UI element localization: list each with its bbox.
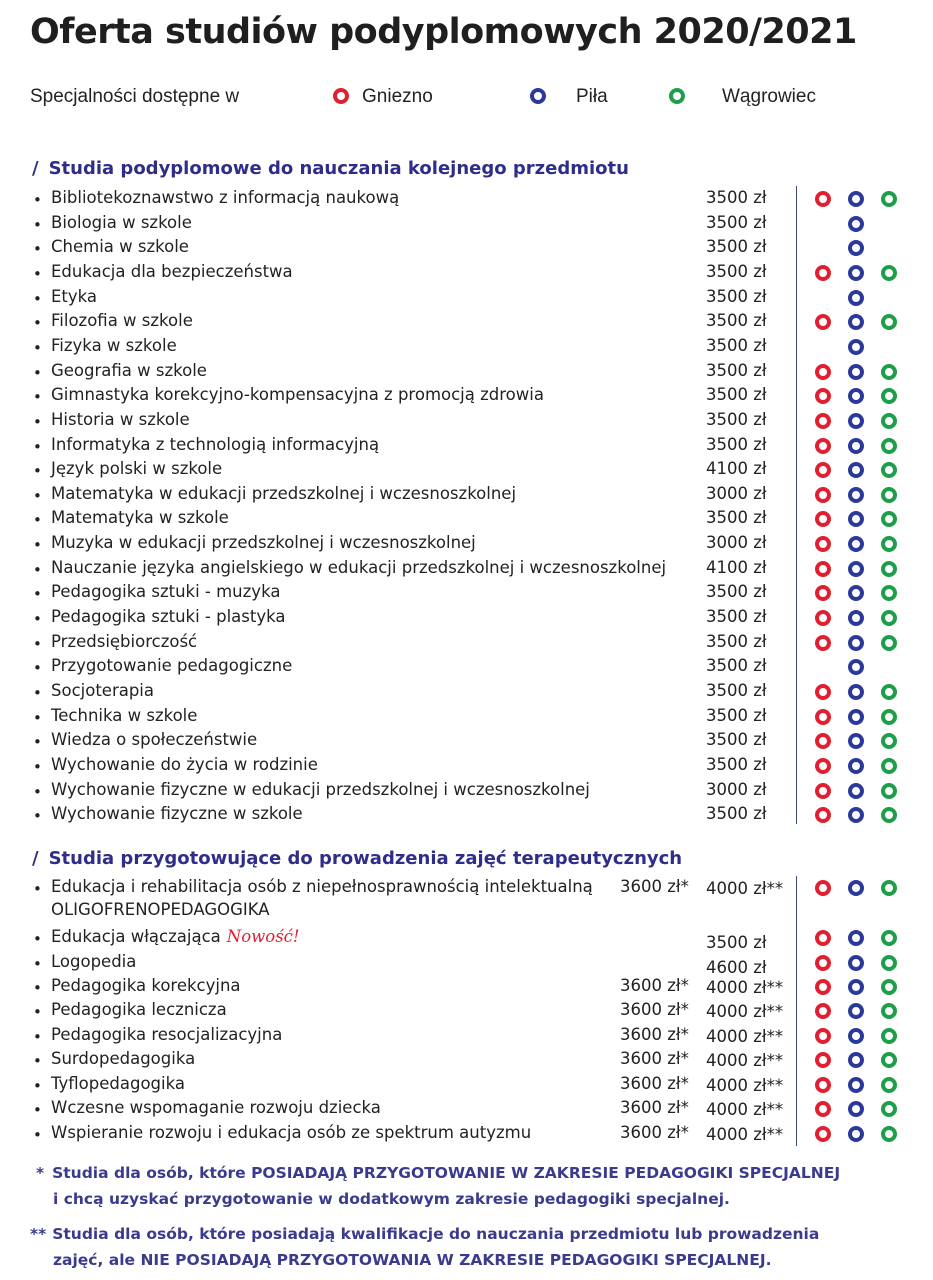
list-item <box>0 632 933 656</box>
bullet-icon: • <box>33 289 42 308</box>
course-price: 3500 zł <box>706 311 767 331</box>
bullet-icon: • <box>33 215 42 234</box>
course-name: Biologia w szkole <box>51 212 192 232</box>
pila-availability-icon <box>848 1126 864 1142</box>
gniezno-availability-icon <box>815 511 831 527</box>
new-badge: Nowość! <box>226 927 300 946</box>
gniezno-availability-icon <box>815 438 831 454</box>
course-price-without-qualification: 3500 zł <box>706 933 767 952</box>
course-price-without-qualification: 4600 zł <box>706 958 767 977</box>
legend-city-gniezno: Gniezno <box>362 86 433 107</box>
bullet-icon: • <box>33 708 42 727</box>
pila-availability-icon <box>848 438 864 454</box>
wagrowiec-availability-icon <box>881 1077 897 1093</box>
course-name: Etyka <box>51 286 98 306</box>
course-price: 3500 zł <box>706 681 767 700</box>
list-item <box>0 607 933 631</box>
wagrowiec-availability-icon <box>881 758 897 774</box>
gniezno-availability-icon <box>815 561 831 577</box>
list-item <box>0 877 933 919</box>
bullet-icon: • <box>33 338 42 357</box>
course-name: Przedsiębiorczość <box>51 631 198 651</box>
list-item <box>0 1074 933 1098</box>
pila-availability-icon <box>848 290 864 306</box>
bullet-icon: • <box>33 1003 42 1021</box>
wagrowiec-availability-icon <box>881 783 897 799</box>
course-price: 3000 zł <box>706 533 767 553</box>
section-title-subjects: / Studia podyplomowe do nauczania kolejnego przedmiotu <box>32 158 629 179</box>
pila-availability-icon <box>848 610 864 626</box>
legend-city-wagrowiec: Wągrowiec <box>722 86 816 107</box>
course-price: 4100 zł <box>706 459 767 479</box>
gniezno-marker-icon <box>333 88 349 108</box>
course-price-with-qualification: 3600 zł* <box>620 976 689 995</box>
bullet-icon: • <box>33 955 42 973</box>
list-item <box>0 681 933 705</box>
gniezno-availability-icon <box>815 1003 831 1019</box>
course-name <box>51 1123 531 1142</box>
footnote-line: i chcą uzyskać przygotowanie w dodatkowym zakresie pedagogiki specjalnej. <box>53 1190 730 1208</box>
pila-availability-icon <box>848 659 864 675</box>
pila-availability-icon <box>848 635 864 651</box>
gniezno-availability-icon <box>815 413 831 429</box>
pila-availability-icon <box>848 1052 864 1068</box>
pila-availability-icon <box>848 783 864 799</box>
footnote-double-star <box>30 1221 819 1273</box>
course-name <box>51 1000 227 1019</box>
list-item <box>0 459 933 483</box>
course-name: Chemia w szkole <box>51 237 189 257</box>
bullet-icon: • <box>33 240 42 259</box>
wagrowiec-marker-icon <box>669 88 685 108</box>
list-item <box>0 336 933 360</box>
section-title-therapeutic: / Studia przygotowujące do prowadzenia zajęć terapeutycznych <box>32 848 683 869</box>
pila-availability-icon <box>848 265 864 281</box>
course-name: Bibliotekoznawstwo z informacją naukową <box>51 188 400 207</box>
gniezno-availability-icon <box>815 979 831 995</box>
list-item <box>0 558 933 582</box>
gniezno-availability-icon <box>815 364 831 380</box>
wagrowiec-availability-icon <box>881 1003 897 1019</box>
wagrowiec-availability-icon <box>881 561 897 577</box>
course-name: Historia w szkole <box>51 409 190 429</box>
bullet-icon: • <box>33 1052 42 1070</box>
course-price-with-qualification: 3600 zł* <box>620 1025 689 1044</box>
list-item <box>0 976 933 1000</box>
course-name-text: Wczesne wspomaganie rozwoju dziecka <box>51 1098 381 1117</box>
course-name: Gimnastyka korekcyjno-kompensacyjna z promocją zdrowia <box>51 385 544 405</box>
bullet-icon: • <box>33 610 42 629</box>
course-name: Geografia w szkole <box>51 360 207 380</box>
wagrowiec-availability-icon <box>881 511 897 527</box>
list-item <box>0 287 933 311</box>
course-price: 3500 zł <box>706 286 767 306</box>
course-price-without-qualification: 4000 zł** <box>706 1100 784 1119</box>
pila-availability-icon <box>848 930 864 946</box>
wagrowiec-availability-icon <box>881 880 897 896</box>
course-price: 3500 zł <box>706 656 767 676</box>
pila-availability-icon <box>848 364 864 380</box>
course-price-without-qualification: 4000 zł** <box>706 1002 784 1021</box>
bullet-icon: • <box>33 585 42 604</box>
pila-availability-icon <box>848 1028 864 1044</box>
gniezno-availability-icon <box>815 930 831 946</box>
pila-availability-icon <box>848 1077 864 1093</box>
course-price-without-qualification: 4000 zł** <box>706 879 784 898</box>
list-item <box>0 237 933 261</box>
wagrowiec-availability-icon <box>881 585 897 601</box>
pila-availability-icon <box>848 339 864 355</box>
list-item <box>0 780 933 804</box>
pila-availability-icon <box>848 1101 864 1117</box>
wagrowiec-availability-icon <box>881 413 897 429</box>
course-name: Matematyka w szkole <box>51 508 229 528</box>
course-name-text: Pedagogika lecznicza <box>51 1000 227 1019</box>
course-price: 3500 zł <box>706 335 767 355</box>
pila-availability-icon <box>848 807 864 823</box>
list-item <box>0 804 933 828</box>
course-name-text: Logopedia <box>51 952 137 971</box>
gniezno-availability-icon <box>815 880 831 896</box>
bullet-icon: • <box>33 880 42 898</box>
course-name: Przygotowanie pedagogiczne <box>51 656 293 676</box>
gniezno-availability-icon <box>815 807 831 823</box>
course-name: Matematyka w edukacji przedszkolnej i wczesnoszkolnej <box>51 483 517 503</box>
pila-availability-icon <box>848 758 864 774</box>
pila-availability-icon <box>848 979 864 995</box>
course-price: 3500 zł <box>706 582 767 602</box>
gniezno-availability-icon <box>815 758 831 774</box>
course-price-with-qualification: 3600 zł* <box>620 877 689 896</box>
gniezno-availability-icon <box>815 191 831 207</box>
course-price-without-qualification: 4000 zł** <box>706 1051 784 1070</box>
pila-availability-icon <box>848 880 864 896</box>
bullet-icon: • <box>33 1126 42 1144</box>
course-price-with-qualification: 3600 zł* <box>620 1000 689 1019</box>
wagrowiec-availability-icon <box>881 364 897 380</box>
bullet-icon: • <box>33 314 42 333</box>
course-price-without-qualification: 4000 zł** <box>706 1125 784 1144</box>
list-item <box>0 706 933 730</box>
pila-availability-icon <box>848 1003 864 1019</box>
course-name <box>51 976 241 995</box>
list-item <box>0 730 933 754</box>
course-name: Pedagogika sztuki - plastyka <box>51 607 286 627</box>
pila-availability-icon <box>848 240 864 256</box>
wagrowiec-availability-icon <box>881 635 897 651</box>
course-name: Filozofia w szkole <box>51 311 193 331</box>
bullet-icon: • <box>33 930 42 948</box>
bullet-icon: • <box>33 1028 42 1046</box>
course-price-without-qualification: 4000 zł** <box>706 1027 784 1046</box>
bullet-icon: • <box>33 437 42 456</box>
course-name-text: Surdopedagogika <box>51 1049 196 1068</box>
course-name-text: Wspieranie rozwoju i edukacja osób ze spektrum autyzmu <box>51 1123 532 1142</box>
legend-intro: Specjalności dostępne w <box>30 86 240 107</box>
list-item <box>0 1049 933 1073</box>
bullet-icon: • <box>33 191 42 209</box>
gniezno-availability-icon <box>815 610 831 626</box>
course-name <box>51 1098 381 1117</box>
list-item <box>0 927 933 951</box>
wagrowiec-availability-icon <box>881 314 897 330</box>
list-item <box>0 1025 933 1049</box>
course-name: Fizyka w szkole <box>51 335 177 355</box>
bullet-icon: • <box>33 511 42 530</box>
course-name-text: Tyflopedagogika <box>51 1074 185 1093</box>
pila-availability-icon <box>848 388 864 404</box>
list-item <box>0 361 933 385</box>
list-item <box>0 188 933 212</box>
course-name <box>51 877 593 896</box>
course-price: 3500 zł <box>706 607 767 627</box>
bullet-icon: • <box>33 486 42 505</box>
bullet-icon: • <box>33 388 42 407</box>
bullet-icon: • <box>33 979 42 997</box>
list-item <box>0 385 933 409</box>
bullet-icon: • <box>33 462 42 481</box>
wagrowiec-availability-icon <box>881 733 897 749</box>
pila-availability-icon <box>848 487 864 503</box>
course-name: Wiedza o społeczeństwie <box>51 730 258 750</box>
course-name: Wychowanie fizyczne w edukacji przedszkolnej i wczesnoszkolnej <box>51 779 590 799</box>
wagrowiec-availability-icon <box>881 610 897 626</box>
course-name: Edukacja dla bezpieczeństwa <box>51 261 293 281</box>
pila-availability-icon <box>848 216 864 232</box>
gniezno-availability-icon <box>815 314 831 330</box>
course-price: 3500 zł <box>706 409 767 429</box>
footnote-line: zajęć, ale NIE POSIADAJĄ PRZYGOTOWANIA W ZAKRESIE PEDAGOGIKI SPECJALNEJ. <box>53 1251 772 1269</box>
course-name <box>51 1049 195 1068</box>
wagrowiec-availability-icon <box>881 1101 897 1117</box>
course-price-with-qualification: 3600 zł* <box>620 1098 689 1117</box>
list-item <box>0 755 933 779</box>
course-name-text: Edukacja włączająca <box>51 927 221 946</box>
list-item <box>0 435 933 459</box>
course-price: 3500 zł <box>706 188 767 207</box>
list-item <box>0 582 933 606</box>
course-price: 3000 zł <box>706 483 767 503</box>
pila-availability-icon <box>848 511 864 527</box>
bullet-icon: • <box>33 757 42 776</box>
gniezno-availability-icon <box>815 1101 831 1117</box>
list-item <box>0 1123 933 1147</box>
pila-marker-icon <box>530 88 546 108</box>
legend-city-pila: Piła <box>576 86 608 107</box>
list-item <box>0 1000 933 1024</box>
list-item <box>0 533 933 557</box>
course-name <box>51 1025 282 1044</box>
course-name: Język polski w szkole <box>51 459 223 479</box>
list-item <box>0 410 933 434</box>
course-name: Socjoterapia <box>51 681 155 700</box>
footnote-line: * Studia dla osób, które POSIADAJĄ PRZYGOTOWANIE W ZAKRESIE PEDAGOGIKI SPECJALNEJ <box>36 1164 841 1182</box>
gniezno-availability-icon <box>815 635 831 651</box>
list-item <box>0 262 933 286</box>
pila-availability-icon <box>848 733 864 749</box>
course-name: Technika w szkole <box>51 705 198 725</box>
list-item <box>0 484 933 508</box>
bullet-icon: • <box>33 1101 42 1119</box>
wagrowiec-availability-icon <box>881 191 897 207</box>
gniezno-availability-icon <box>815 733 831 749</box>
bullet-icon: • <box>33 733 42 752</box>
gniezno-availability-icon <box>815 955 831 971</box>
list-item <box>0 311 933 335</box>
gniezno-availability-icon <box>815 1028 831 1044</box>
course-price: 3500 zł <box>706 508 767 528</box>
list-item <box>0 1098 933 1122</box>
course-name <box>51 952 136 971</box>
course-name <box>51 1074 185 1093</box>
pila-availability-icon <box>848 462 864 478</box>
gniezno-availability-icon <box>815 265 831 281</box>
wagrowiec-availability-icon <box>881 955 897 971</box>
gniezno-availability-icon <box>815 783 831 799</box>
wagrowiec-availability-icon <box>881 462 897 478</box>
wagrowiec-availability-icon <box>881 265 897 281</box>
wagrowiec-availability-icon <box>881 930 897 946</box>
course-price: 3500 zł <box>706 261 767 281</box>
bullet-icon: • <box>33 560 42 579</box>
bullet-icon: • <box>33 536 42 555</box>
list-item <box>0 213 933 237</box>
course-name-text: Pedagogika korekcyjna <box>51 976 241 995</box>
wagrowiec-availability-icon <box>881 1028 897 1044</box>
pila-availability-icon <box>848 191 864 207</box>
gniezno-availability-icon <box>815 684 831 700</box>
course-name: Muzyka w edukacji przedszkolnej i wczesnoszkolnej <box>51 533 476 553</box>
wagrowiec-availability-icon <box>881 388 897 404</box>
gniezno-availability-icon <box>815 388 831 404</box>
gniezno-availability-icon <box>815 1052 831 1068</box>
course-price: 3500 zł <box>706 237 767 257</box>
wagrowiec-availability-icon <box>881 979 897 995</box>
bullet-icon: • <box>33 1077 42 1095</box>
gniezno-availability-icon <box>815 462 831 478</box>
course-price: 3500 zł <box>706 754 767 774</box>
course-price-with-qualification: 3600 zł* <box>620 1123 689 1142</box>
bullet-icon: • <box>33 412 42 431</box>
course-price: 3500 zł <box>706 360 767 380</box>
course-price: 3500 zł <box>706 434 767 454</box>
pila-availability-icon <box>848 709 864 725</box>
pila-availability-icon <box>848 314 864 330</box>
wagrowiec-availability-icon <box>881 1126 897 1142</box>
wagrowiec-availability-icon <box>881 684 897 700</box>
course-name-text: Edukacja i rehabilitacja osób z niepełnosprawnością intelektualną <box>51 877 593 896</box>
course-price-with-qualification: 3600 zł* <box>620 1049 689 1068</box>
list-item <box>0 952 933 976</box>
course-price: 3500 zł <box>706 631 767 651</box>
gniezno-availability-icon <box>815 1077 831 1093</box>
gniezno-availability-icon <box>815 536 831 552</box>
course-price: 3500 zł <box>706 212 767 232</box>
list-item <box>0 508 933 532</box>
course-price: 3500 zł <box>706 730 767 750</box>
wagrowiec-availability-icon <box>881 438 897 454</box>
wagrowiec-availability-icon <box>881 709 897 725</box>
wagrowiec-availability-icon <box>881 807 897 823</box>
gniezno-availability-icon <box>815 585 831 601</box>
bullet-icon: • <box>33 684 42 702</box>
wagrowiec-availability-icon <box>881 1052 897 1068</box>
course-price: 4100 zł <box>706 557 767 577</box>
course-price-with-qualification: 3600 zł* <box>620 1074 689 1093</box>
pila-availability-icon <box>848 684 864 700</box>
gniezno-availability-icon <box>815 487 831 503</box>
course-price: 3500 zł <box>706 804 767 824</box>
course-name: Nauczanie języka angielskiego w edukacji przedszkolnej i wczesnoszkolnej <box>51 557 667 577</box>
gniezno-availability-icon <box>815 709 831 725</box>
pila-availability-icon <box>848 585 864 601</box>
course-name: Informatyka z technologią informacyjną <box>51 434 380 454</box>
course-name: Wychowanie fizyczne w szkole <box>51 804 303 824</box>
pila-availability-icon <box>848 561 864 577</box>
bullet-icon: • <box>33 363 42 382</box>
footnote-line: ** Studia dla osób, które posiadają kwalifikacje do nauczania przedmiotu lub prowadzenia <box>30 1225 820 1243</box>
wagrowiec-availability-icon <box>881 536 897 552</box>
pila-availability-icon <box>848 536 864 552</box>
bullet-icon: • <box>33 807 42 826</box>
bullet-icon: • <box>33 264 42 283</box>
gniezno-availability-icon <box>815 1126 831 1142</box>
course-price: 3500 zł <box>706 385 767 405</box>
footnote-single-star <box>30 1160 840 1212</box>
course-price: 3500 zł <box>706 705 767 725</box>
bullet-icon: • <box>33 782 42 801</box>
course-name-text: Pedagogika resocjalizacyjna <box>51 1025 283 1044</box>
course-name: Pedagogika sztuki - muzyka <box>51 582 281 602</box>
course-name: Wychowanie do życia w rodzinie <box>51 754 318 774</box>
wagrowiec-availability-icon <box>881 487 897 503</box>
pila-availability-icon <box>848 413 864 429</box>
course-name-secondary: OLIGOFRENOPEDAGOGIKA <box>51 900 270 919</box>
course-name <box>51 927 300 946</box>
bullet-icon: • <box>33 634 42 653</box>
page-title: Oferta studiów podyplomowych 2020/2021 <box>30 12 857 52</box>
pila-availability-icon <box>848 955 864 971</box>
bullet-icon: • <box>33 659 42 678</box>
course-price-without-qualification: 4000 zł** <box>706 978 784 997</box>
course-price-without-qualification: 4000 zł** <box>706 1076 784 1095</box>
course-price: 3000 zł <box>706 779 767 799</box>
list-item <box>0 656 933 680</box>
